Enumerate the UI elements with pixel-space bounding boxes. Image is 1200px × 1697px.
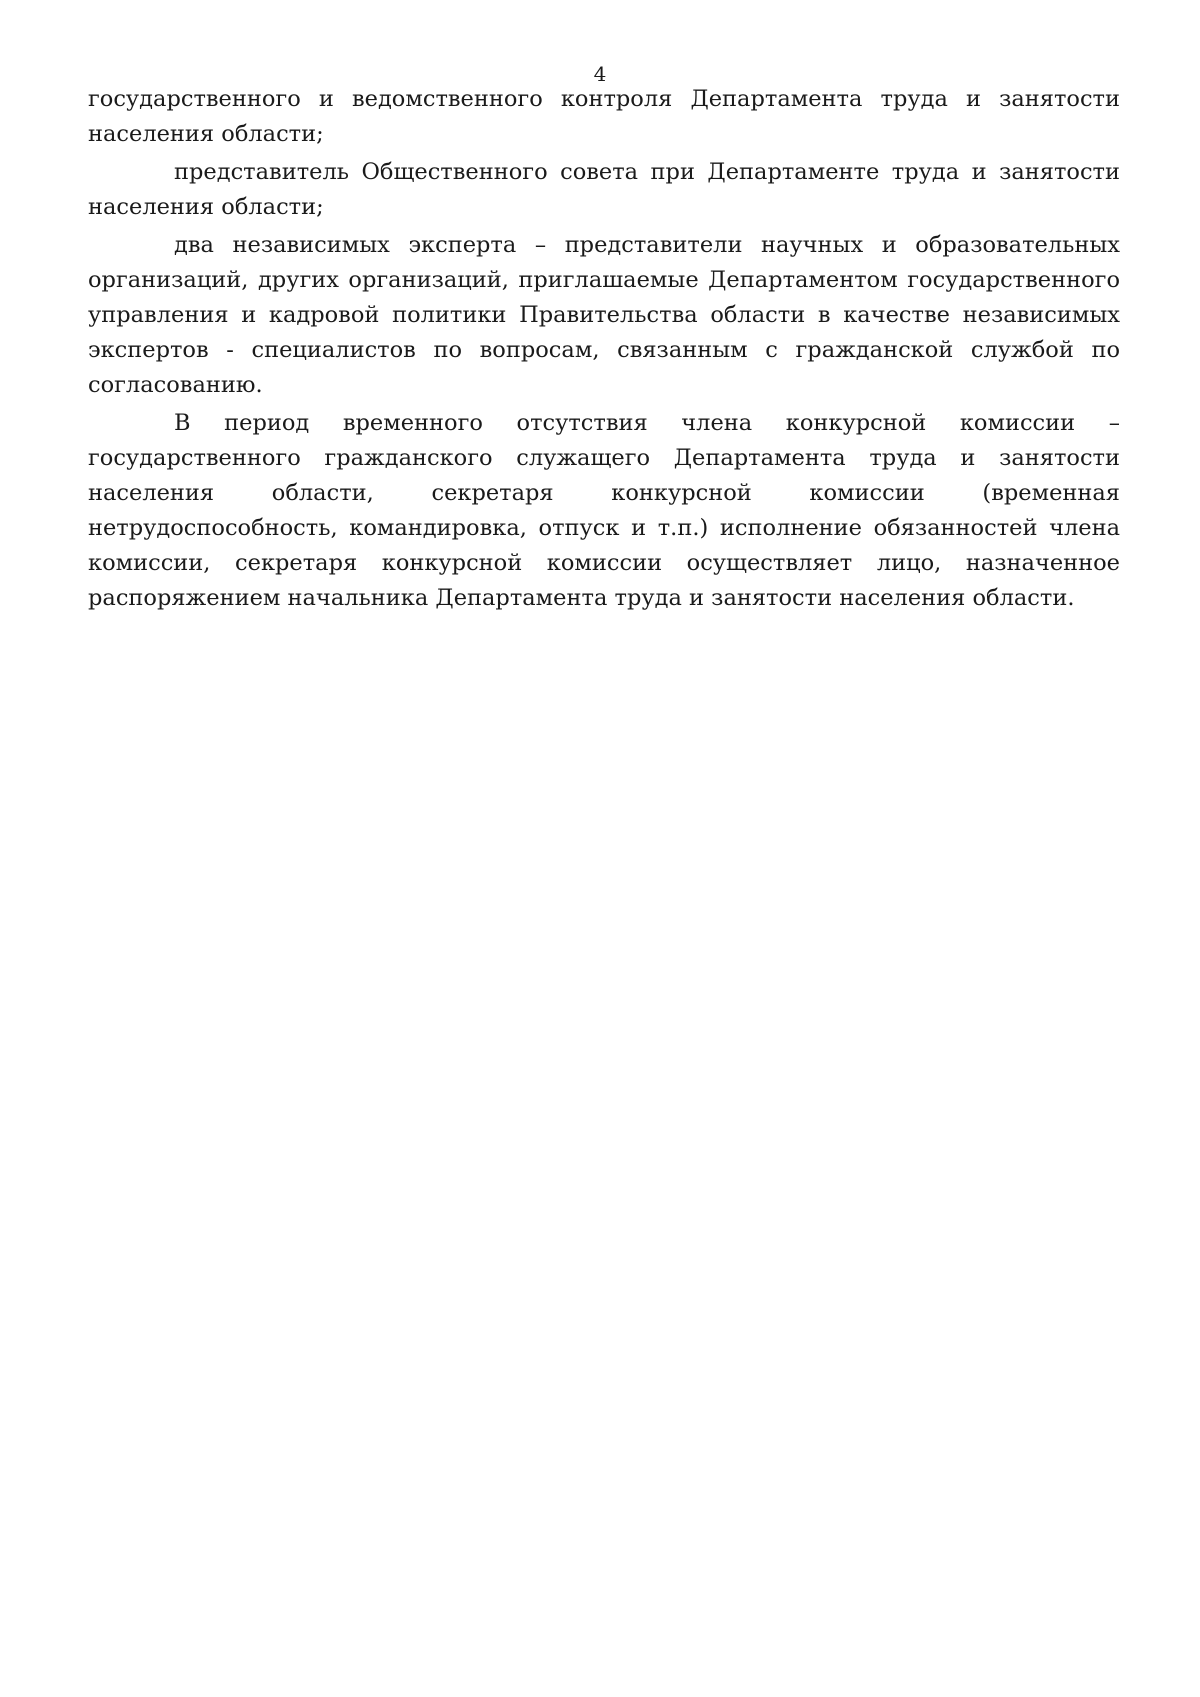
paragraph-independent-experts: два независимых эксперта – представители научных и образовательных организаций, других организаций, приглашаемые Департаментом государственного управления и кадровой политики Правительства области в качестве независимых экспертов - специалистов по вопросам, связанным с гражданской службой по согласованию.: [88, 232, 1120, 398]
paragraph-temporary-absence: В период временного отсутствия члена конкурсной комиссии – государственного гражданского служащего Департамента труда и занятости населения области, секретаря конкурсной комиссии (временная нетрудоспособность, командировка, отпуск и т.п.) исполнение обязанностей члена комиссии, секретаря конкурсной комиссии осуществляет лицо, назначенное распоряжением начальника Департамента труда и занятости населения области.: [88, 410, 1120, 611]
paragraph-continuation: государственного и ведомственного контроля Департамента труда и занятости населения области;: [88, 86, 1120, 147]
page-number: 4: [593, 62, 607, 86]
paragraph-public-council-representative: представитель Общественного совета при Департаменте труда и занятости населения области;: [88, 159, 1120, 220]
document-body: [88, 82, 1120, 619]
